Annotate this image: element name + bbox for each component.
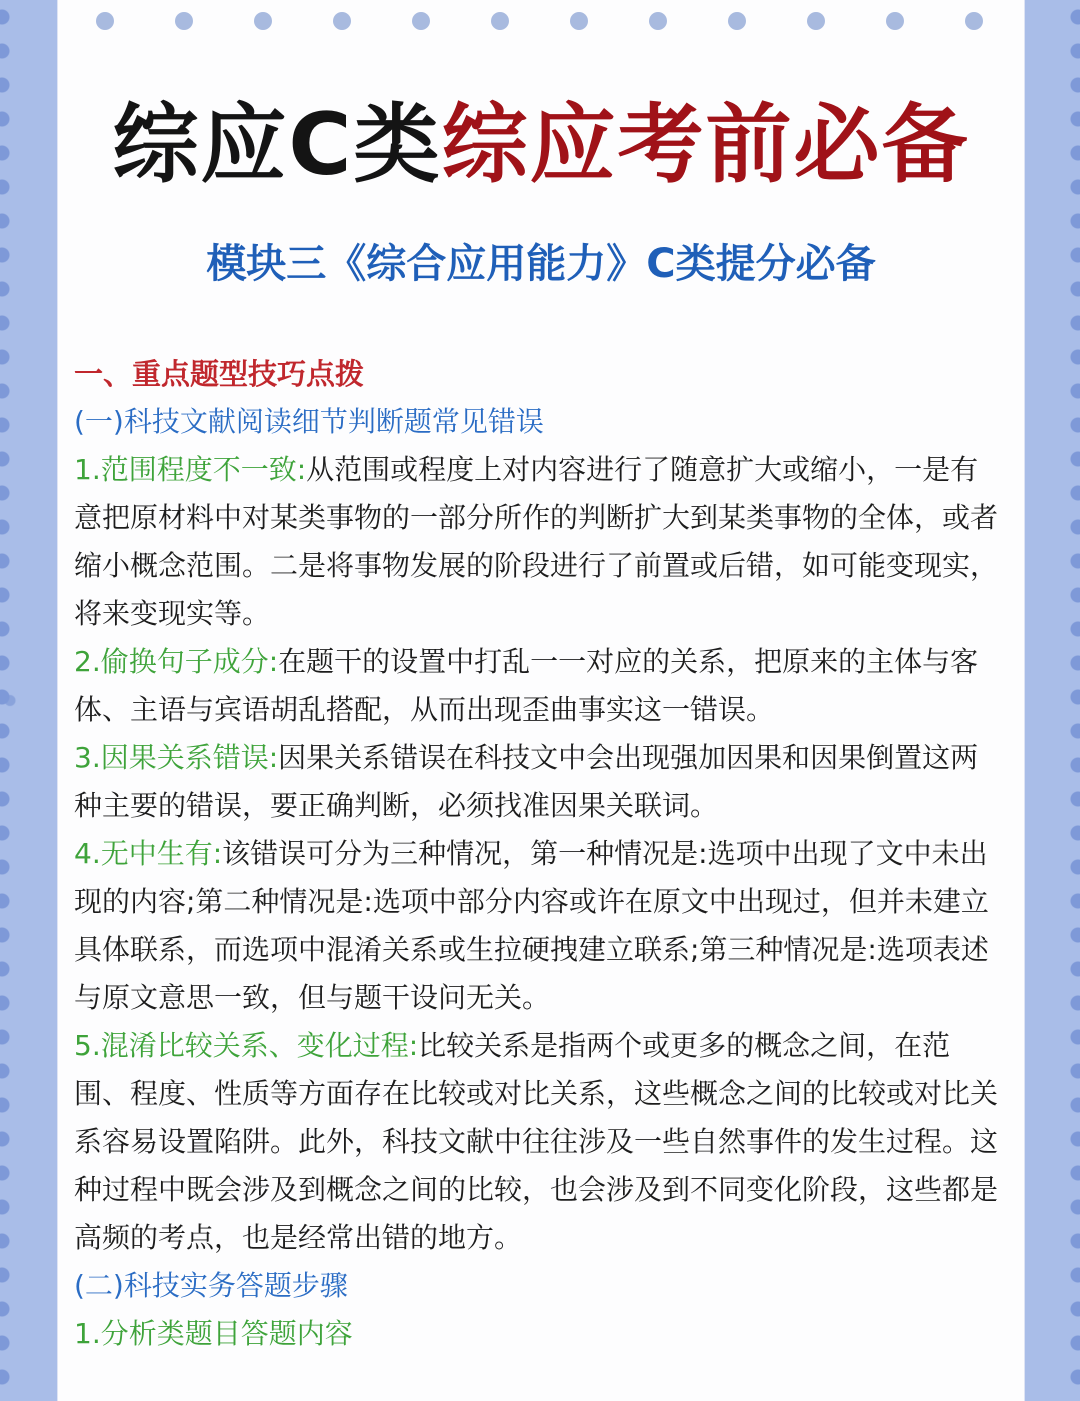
page-title bbox=[58, 90, 1024, 200]
binder-hole bbox=[333, 12, 351, 30]
binder-hole bbox=[491, 12, 509, 30]
binder-hole bbox=[728, 12, 746, 30]
binder-hole bbox=[412, 12, 430, 30]
binder-hole bbox=[570, 12, 588, 30]
title-red: 综应考前必备 bbox=[441, 95, 970, 195]
item-text: 因果关系错误在科技文中会出现强加因果和因果倒置这两种主要的错误，要正确判断，必须找准因果关联词。 bbox=[74, 741, 979, 822]
list-item bbox=[74, 1022, 1004, 1262]
binder-hole bbox=[965, 12, 983, 30]
item-text: 从范围或程度上对内容进行了随意扩大或缩小，一是有意把原材料中对某类事物的一部分所作的判断扩大到某类事物的全体，或者缩小概念范围。二是将事物发展的阶段进行了前置或后错，如可能变现实，将来变现实等。 bbox=[74, 453, 999, 630]
binder-hole bbox=[807, 12, 825, 30]
list-item bbox=[74, 830, 1004, 1022]
item-label: 3.因果关系错误: bbox=[74, 741, 279, 774]
binder-holes bbox=[58, 12, 1024, 32]
item-label: 1.范围程度不一致: bbox=[74, 453, 307, 486]
section-heading: 一、重点题型技巧点拨 bbox=[74, 357, 365, 391]
list-item bbox=[74, 734, 1004, 830]
item-text: 比较关系是指两个或更多的概念之间，在范围、程度、性质等方面存在比较或对比关系，这些概念之间的比较或对比关系容易设置陷阱。此外，科技文献中往往涉及一些自然事件的发生过程。这种过程中既会涉及到概念之间的比较，也会涉及到不同变化阶段，这些都是高频的考点，也是经常出错的地方。 bbox=[74, 1029, 999, 1254]
binder-hole bbox=[886, 12, 904, 30]
binder-hole bbox=[649, 12, 667, 30]
list-item bbox=[74, 638, 1004, 734]
item-text: 该错误可分为三种情况，第一种情况是:选项中出现了文中未出现的内容;第二种情况是:选项中部分内容或许在原文中出现过，但并未建立具体联系，而选项中混淆关系或生拉硬拽建立联系;第三种情况是:选项表述与原文意思一致，但与题干设问无关。 bbox=[74, 837, 989, 1014]
subsection-heading-2: (二)科技实务答题步骤 bbox=[74, 1269, 348, 1302]
binder-hole bbox=[96, 12, 114, 30]
title-black: 综应C类 bbox=[112, 95, 442, 195]
left-dot-strip bbox=[0, 0, 22, 1401]
item-label: 2.偷换句子成分: bbox=[74, 645, 279, 678]
item-text: 在题干的设置中打乱一一对应的关系，把原来的主体与客体、主语与宾语胡乱搭配，从而出现歪曲事实这一错误。 bbox=[74, 645, 979, 726]
binder-hole bbox=[254, 12, 272, 30]
page-subtitle: 模块三《综合应用能力》C类提分必备 bbox=[206, 241, 876, 287]
binder-hole bbox=[175, 12, 193, 30]
item-label: 5.混淆比较关系、变化过程: bbox=[74, 1029, 419, 1062]
item-label: 4.无中生有: bbox=[74, 837, 223, 870]
list-item bbox=[74, 446, 1004, 638]
subsection-heading-1: (一)科技文献阅读细节判断题常见错误 bbox=[74, 405, 544, 438]
notebook-page bbox=[58, 0, 1024, 1401]
right-dot-strip bbox=[1058, 0, 1080, 1401]
main-content bbox=[74, 350, 1004, 1358]
subsection-item: 1.分析类题目答题内容 bbox=[74, 1317, 353, 1350]
